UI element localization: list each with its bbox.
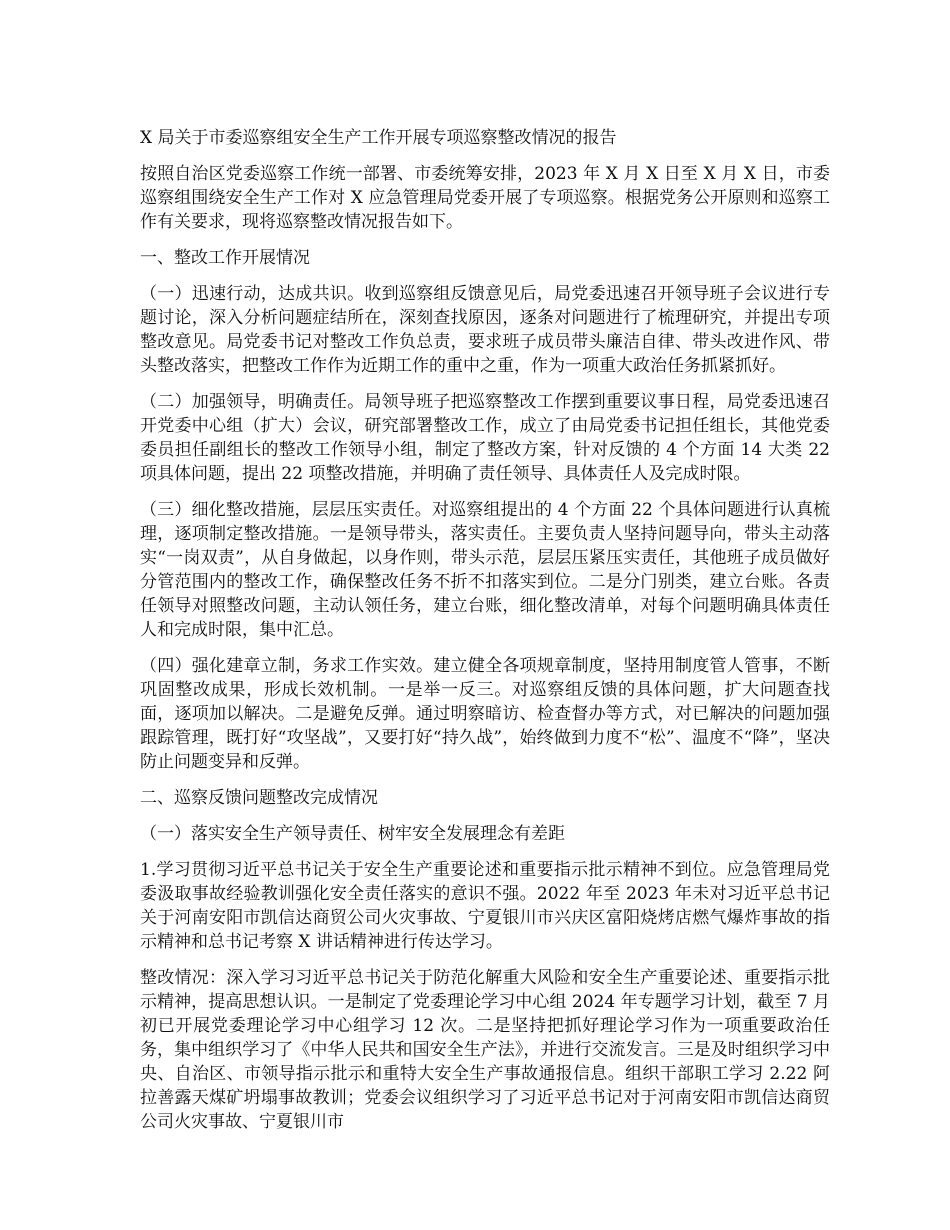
subsection-heading-2-1: （一）落实安全生产领导责任、树牢安全发展理念有差距: [140, 824, 565, 844]
rectification-paragraph-1: 整改情况：深入学习习近平总书记关于防范化解重大风险和安全生产重要论述、重要指示批示精神，提高思想认识。一是制定了党委理论学习中心组 2024 年专题学习计划，截至 7 月初已开展党委理论学习中心组学习 12 次。二是坚持把抓好理论学习作为一项重要政治任务，集中组织学习了《中华人民共和国安全生产法》，并进行交流发言。三是及时组织学习中央、自治区、市领导指示批示和重特大安全生产事故通报信息。组织干部职工学习 2.22 阿拉善露天煤矿坍塌事故教训；党委会议组织学习了习近平总书记对于河南安阳市凯信达商贸公司火灾事故、宁夏银川市: [140, 968, 830, 1132]
subsection-paragraph-4: （四）强化建章立制，务求工作实效。建立健全各项规章制度，坚持用制度管人管事，不断巩固整改成果，形成长效机制。一是举一反三。对巡察组反馈的具体问题，扩大问题查找面，逐项加以解决。二是避免反弹。通过明察暗访、检查督办等方式，对已解决的问题加强跟踪管理，既打好“攻坚战”，又要打好“持久战”，始终做到力度不“松”、温度不“降”，坚决防止问题变异和反弹。: [140, 656, 830, 772]
subsection-paragraph-2: （二）加强领导，明确责任。局领导班子把巡察整改工作摆到重要议事日程，局党委迅速召开党委中心组（扩大）会议，研究部署整改工作，成立了由局党委书记担任组长，其他党委委员担任副组长的整改工作领导小组，制定了整改方案，针对反馈的 4 个方面 14 大类 22 项具体问题，提出 22 项整改措施，并明确了责任领导、具体责任人及完成时限。: [140, 392, 830, 484]
intro-paragraph: 按照自治区党委巡察工作统一部署、市委统筹安排，2023 年 X 月 X 日至 X 月 X 日，市委巡察组围绕安全生产工作对 X 应急管理局党委开展了专项巡察。根据党务公开原则和巡察工作有关要求，现将巡察整改情况报告如下。: [140, 164, 830, 232]
issue-paragraph-1: 1.学习贯彻习近平总书记关于安全生产重要论述和重要指示批示精神不到位。应急管理局党委汲取事故经验教训强化安全责任落实的意识不强。2022 年至 2023 年未对习近平总书记关于河南安阳市凯信达商贸公司火灾事故、宁夏银川市兴庆区富阳烧烤店燃气爆炸事故的指示精神和总书记考察 X 讲话精神进行传达学习。: [140, 860, 830, 952]
subsection-paragraph-3: （三）细化整改措施，层层压实责任。对巡察组提出的 4 个方面 22 个具体问题进行认真梳理，逐项制定整改措施。一是领导带头，落实责任。主要负责人坚持问题导向，带头主动落实“一岗双责”，从自身做起，以身作则，带头示范，层层压紧压实责任，其他班子成员做好分管范围内的整改工作，确保整改任务不折不扣落实到位。二是分门别类，建立台账。各责任领导对照整改问题，主动认领任务，建立台账，细化整改清单，对每个问题明确具体责任人和完成时限，集中汇总。: [140, 500, 830, 640]
section-heading-1: 一、整改工作开展情况: [140, 248, 310, 268]
document-title: X 局关于市委巡察组安全生产工作开展专项巡察整改情况的报告: [140, 128, 617, 148]
section-heading-2: 二、巡察反馈问题整改完成情况: [140, 788, 378, 808]
subsection-paragraph-1: （一）迅速行动，达成共识。收到巡察组反馈意见后，局党委迅速召开领导班子会议进行专题讨论，深入分析问题症结所在，深刻查找原因，逐条对问题进行了梳理研究，并提出专项整改意见。局党委书记对整改工作负总责，要求班子成员带头廉洁自律、带头改进作风、带头整改落实，把整改工作作为近期工作的重中之重，作为一项重大政治任务抓紧抓好。: [140, 284, 830, 376]
document-page: [140, 126, 830, 1146]
